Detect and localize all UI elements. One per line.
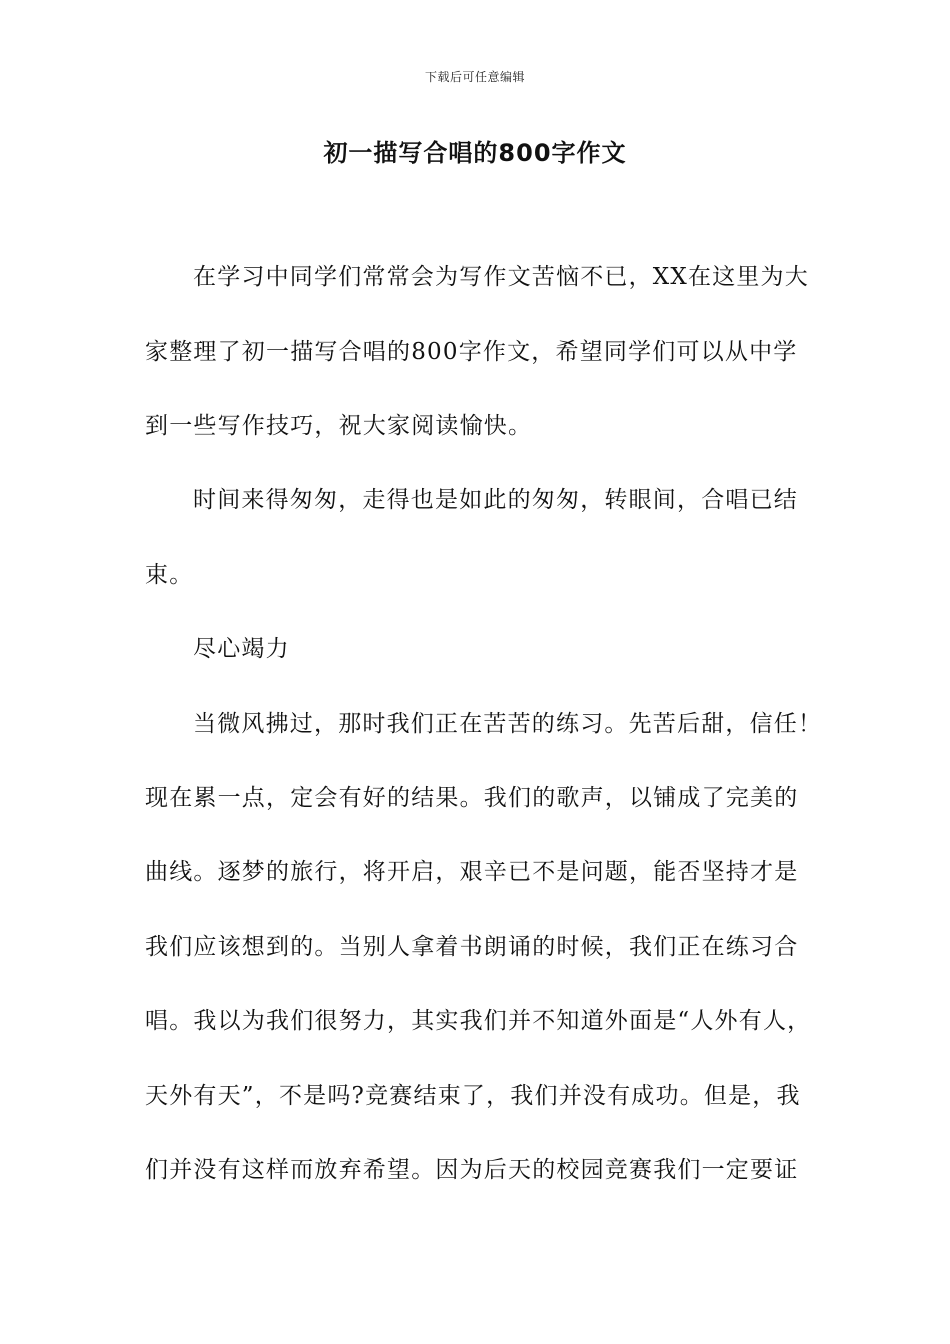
paragraph-line: 唱。我以为我们很努力，其实我们并不知道外面是“人外有人， [145,1008,812,1034]
paragraph-line: 们并没有这样而放弃希望。因为后天的校园竞赛我们一定要证 [145,1157,799,1183]
paragraph-line: 到一些写作技巧，祝大家阅读愉快。 [145,413,533,439]
section-heading: 尽心竭力 [193,636,290,662]
paragraph-line: 家整理了初一描写合唱的800字作文，希望同学们可以从中学 [145,339,798,365]
paragraph-line: 我们应该想到的。当别人拿着书朗诵的时候，我们正在练习合 [145,934,799,960]
paragraph-line: 束。 [145,562,194,588]
paragraph-line: 当微风拂过，那时我们正在苦苦的练习。先苦后甜，信任！ [193,711,823,737]
document-title: 初一描写合唱的800字作文 [323,139,627,167]
paragraph-line: 现在累一点，定会有好的结果。我们的歌声，以铺成了完美的 [145,785,799,811]
header-note: 下载后可任意编辑 [424,70,525,84]
paragraph-line: 时间来得匆匆，走得也是如此的匆匆，转眼间，合唱已结 [193,487,798,513]
paragraph-line: 在学习中同学们常常会为写作文苦恼不已，XX在这里为大 [193,264,809,290]
paragraph-line: 曲线。逐梦的旅行，将开启，艰辛已不是问题，能否坚持才是 [145,859,799,885]
paragraph-line: 天外有天”，不是吗?竞赛结束了，我们并没有成功。但是，我 [145,1083,801,1109]
